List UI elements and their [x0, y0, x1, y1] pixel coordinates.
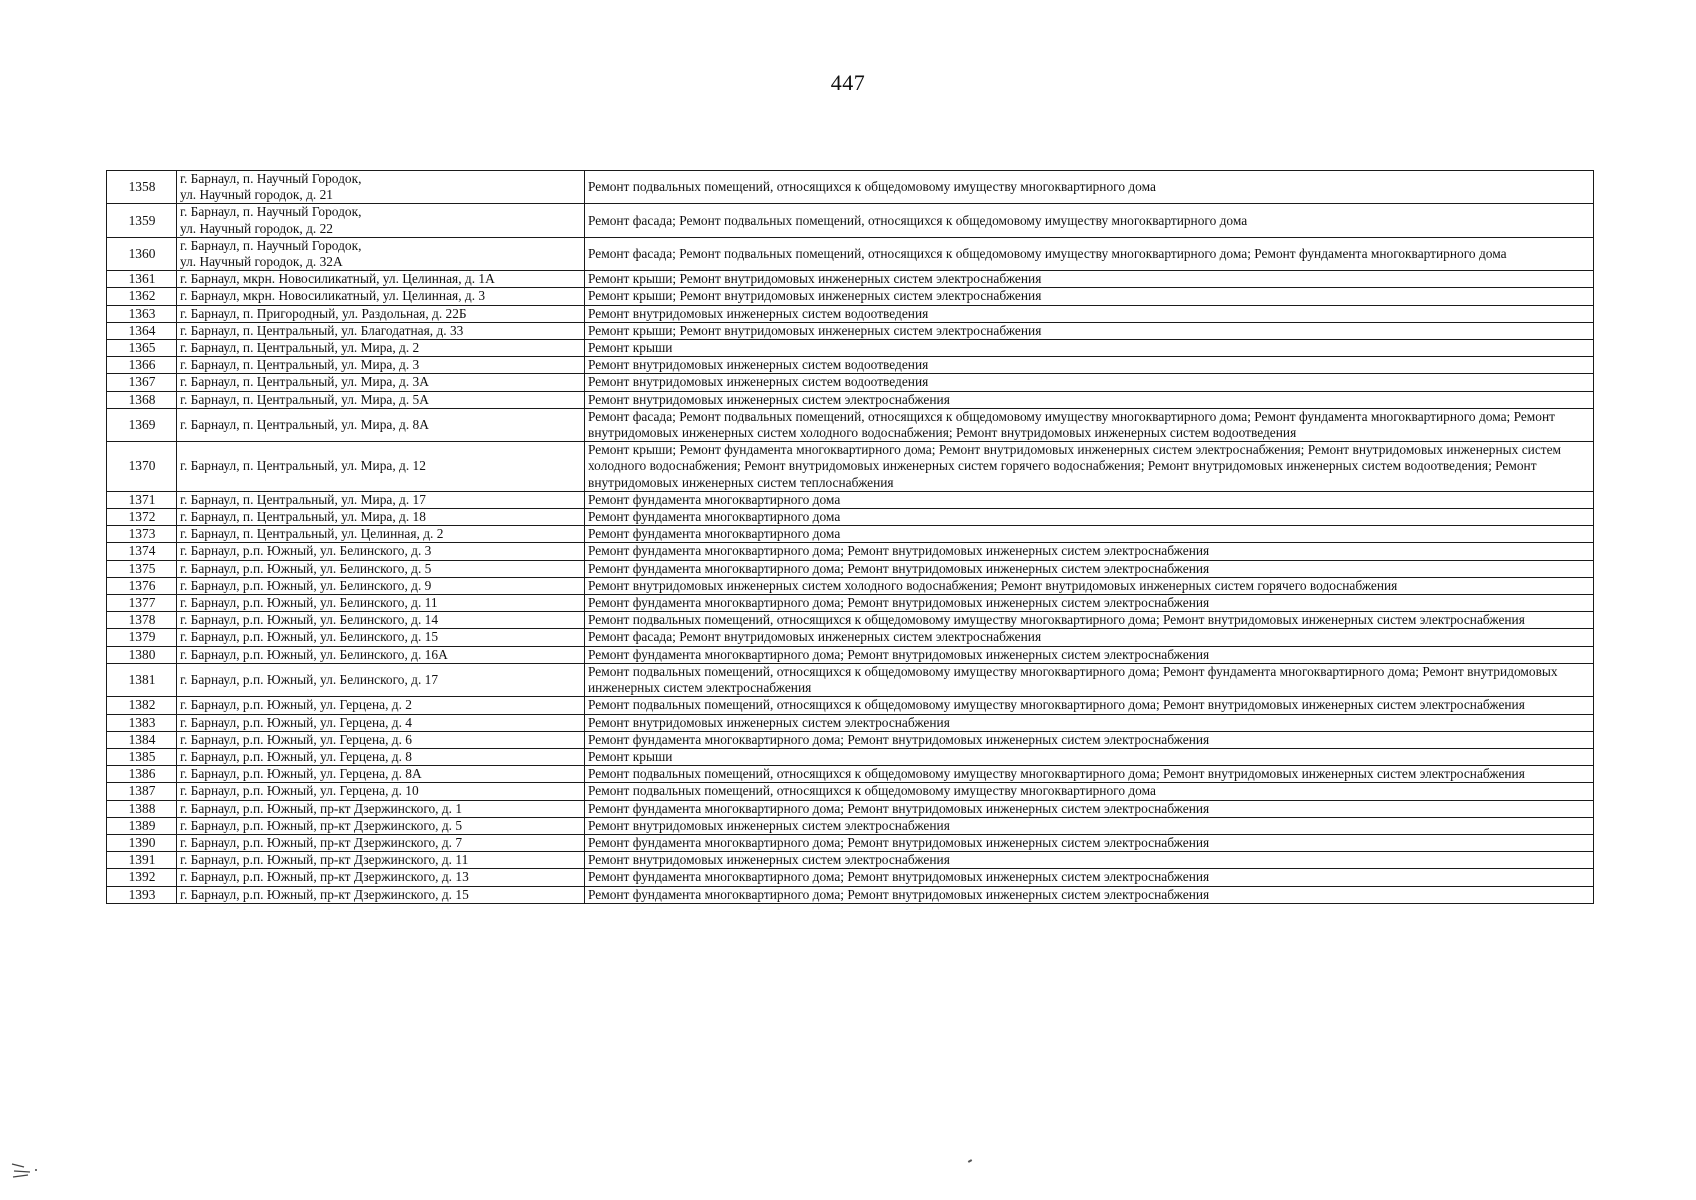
table-row [107, 237, 1594, 270]
row-number-cell: 1359 [107, 204, 177, 237]
address-cell: г. Барнаул, р.п. Южный, ул. Белинского, д. 16А [177, 646, 585, 663]
row-number-cell: 1379 [107, 629, 177, 646]
table-row [107, 783, 1594, 800]
address-cell: г. Барнаул, п. Центральный, ул. Мира, д. 12 [177, 442, 585, 492]
address-cell: г. Барнаул, п. Пригородный, ул. Раздольная, д. 22Б [177, 305, 585, 322]
scan-artifact-mark [10, 1158, 44, 1182]
repair-works-cell: Ремонт крыши; Ремонт внутридомовых инженерных систем электроснабжения [585, 288, 1594, 305]
address-cell: г. Барнаул, п. Центральный, ул. Целинная, д. 2 [177, 526, 585, 543]
row-number-cell: 1377 [107, 595, 177, 612]
address-cell: г. Барнаул, р.п. Южный, ул. Белинского, д. 9 [177, 577, 585, 594]
repair-works-cell: Ремонт фундамента многоквартирного дома [585, 526, 1594, 543]
row-number-cell: 1383 [107, 714, 177, 731]
row-number-cell: 1374 [107, 543, 177, 560]
repair-works-cell: Ремонт подвальных помещений, относящихся к общедомовому имуществу многоквартирного дома; Ремонт внутридомовых инженерных систем электроснабжения [585, 766, 1594, 783]
table-row [107, 509, 1594, 526]
scan-speck [968, 1159, 972, 1163]
address-cell: г. Барнаул, мкрн. Новосиликатный, ул. Целинная, д. 3 [177, 288, 585, 305]
repair-works-cell: Ремонт внутридомовых инженерных систем электроснабжения [585, 391, 1594, 408]
row-number-cell: 1364 [107, 322, 177, 339]
table-row [107, 748, 1594, 765]
table-row [107, 612, 1594, 629]
address-cell: г. Барнаул, р.п. Южный, ул. Герцена, д. 10 [177, 783, 585, 800]
row-number-cell: 1361 [107, 271, 177, 288]
repair-works-cell: Ремонт фундамента многоквартирного дома; Ремонт внутридомовых инженерных систем электроснабжения [585, 560, 1594, 577]
repair-works-cell: Ремонт фундамента многоквартирного дома [585, 491, 1594, 508]
repair-works-cell: Ремонт крыши [585, 748, 1594, 765]
repair-works-cell: Ремонт подвальных помещений, относящихся к общедомовому имуществу многоквартирного дома; Ремонт внутридомовых инженерных систем электроснабжения [585, 697, 1594, 714]
repair-works-cell: Ремонт внутридомовых инженерных систем электроснабжения [585, 817, 1594, 834]
address-cell: г. Барнаул, п. Научный Городок, ул. Научный городок, д. 22 [177, 204, 585, 237]
address-cell: г. Барнаул, п. Центральный, ул. Мира, д. 3А [177, 374, 585, 391]
table-row [107, 288, 1594, 305]
table-row [107, 817, 1594, 834]
table-row [107, 697, 1594, 714]
row-number-cell: 1388 [107, 800, 177, 817]
table-row [107, 852, 1594, 869]
table-row [107, 322, 1594, 339]
address-cell: г. Барнаул, р.п. Южный, пр-кт Дзержинского, д. 1 [177, 800, 585, 817]
address-cell: г. Барнаул, р.п. Южный, ул. Герцена, д. 8 [177, 748, 585, 765]
address-cell: г. Барнаул, п. Центральный, ул. Мира, д. 8А [177, 408, 585, 441]
address-cell: г. Барнаул, р.п. Южный, ул. Белинского, д. 15 [177, 629, 585, 646]
table-row [107, 374, 1594, 391]
row-number-cell: 1376 [107, 577, 177, 594]
row-number-cell: 1371 [107, 491, 177, 508]
row-number-cell: 1360 [107, 237, 177, 270]
table-row [107, 560, 1594, 577]
table-row [107, 171, 1594, 204]
repair-works-cell: Ремонт фасада; Ремонт подвальных помещений, относящихся к общедомовому имуществу многоквартирного дома; Ремонт фундамента многоквартирного дома; Ремонт внутридомовых инженерных систем холодного водоснабжения; Ремонт внутридомовых инженерных систем водоотведения [585, 408, 1594, 441]
row-number-cell: 1365 [107, 340, 177, 357]
table-row [107, 543, 1594, 560]
address-cell: г. Барнаул, р.п. Южный, ул. Белинского, д. 17 [177, 663, 585, 696]
repair-works-cell: Ремонт фундамента многоквартирного дома; Ремонт внутридомовых инженерных систем электроснабжения [585, 869, 1594, 886]
repair-works-cell: Ремонт крыши; Ремонт внутридомовых инженерных систем электроснабжения [585, 271, 1594, 288]
address-cell: г. Барнаул, п. Центральный, ул. Мира, д. 2 [177, 340, 585, 357]
repair-works-cell: Ремонт фундамента многоквартирного дома; Ремонт внутридомовых инженерных систем электроснабжения [585, 543, 1594, 560]
address-cell: г. Барнаул, мкрн. Новосиликатный, ул. Целинная, д. 1А [177, 271, 585, 288]
repair-works-cell: Ремонт фасада; Ремонт подвальных помещений, относящихся к общедомовому имуществу многоквартирного дома [585, 204, 1594, 237]
row-number-cell: 1368 [107, 391, 177, 408]
repair-works-cell: Ремонт внутридомовых инженерных систем электроснабжения [585, 852, 1594, 869]
row-number-cell: 1378 [107, 612, 177, 629]
repair-works-cell: Ремонт подвальных помещений, относящихся к общедомовому имуществу многоквартирного дома; Ремонт фундамента многоквартирного дома; Ремонт внутридомовых инженерных систем электроснабжения [585, 663, 1594, 696]
repair-works-cell: Ремонт фундамента многоквартирного дома; Ремонт внутридомовых инженерных систем электроснабжения [585, 595, 1594, 612]
repair-works-cell: Ремонт внутридомовых инженерных систем электроснабжения [585, 714, 1594, 731]
row-number-cell: 1366 [107, 357, 177, 374]
row-number-cell: 1370 [107, 442, 177, 492]
address-cell: г. Барнаул, р.п. Южный, пр-кт Дзержинского, д. 7 [177, 834, 585, 851]
table-row [107, 526, 1594, 543]
repair-works-cell: Ремонт внутридомовых инженерных систем водоотведения [585, 357, 1594, 374]
row-number-cell: 1380 [107, 646, 177, 663]
repair-works-cell: Ремонт фундамента многоквартирного дома; Ремонт внутридомовых инженерных систем электроснабжения [585, 886, 1594, 903]
table-row [107, 886, 1594, 903]
row-number-cell: 1363 [107, 305, 177, 322]
repair-works-cell: Ремонт подвальных помещений, относящихся к общедомовому имуществу многоквартирного дома [585, 783, 1594, 800]
row-number-cell: 1373 [107, 526, 177, 543]
row-number-cell: 1389 [107, 817, 177, 834]
repair-works-cell: Ремонт фундамента многоквартирного дома; Ремонт внутридомовых инженерных систем электроснабжения [585, 800, 1594, 817]
table-row [107, 714, 1594, 731]
row-number-cell: 1367 [107, 374, 177, 391]
repair-works-cell: Ремонт фундамента многоквартирного дома; Ремонт внутридомовых инженерных систем электроснабжения [585, 731, 1594, 748]
row-number-cell: 1358 [107, 171, 177, 204]
repair-works-cell: Ремонт внутридомовых инженерных систем водоотведения [585, 305, 1594, 322]
repair-works-cell: Ремонт подвальных помещений, относящихся к общедомовому имуществу многоквартирного дома [585, 171, 1594, 204]
row-number-cell: 1392 [107, 869, 177, 886]
address-cell: г. Барнаул, п. Научный Городок, ул. Научный городок, д. 32А [177, 237, 585, 270]
table-row [107, 595, 1594, 612]
repair-works-cell: Ремонт фундамента многоквартирного дома; Ремонт внутридомовых инженерных систем электроснабжения [585, 834, 1594, 851]
address-cell: г. Барнаул, р.п. Южный, пр-кт Дзержинского, д. 11 [177, 852, 585, 869]
repair-works-cell: Ремонт крыши; Ремонт внутридомовых инженерных систем электроснабжения [585, 322, 1594, 339]
address-cell: г. Барнаул, р.п. Южный, пр-кт Дзержинского, д. 15 [177, 886, 585, 903]
address-cell: г. Барнаул, р.п. Южный, ул. Белинского, д. 3 [177, 543, 585, 560]
row-number-cell: 1393 [107, 886, 177, 903]
address-cell: г. Барнаул, р.п. Южный, пр-кт Дзержинского, д. 13 [177, 869, 585, 886]
address-cell: г. Барнаул, п. Научный Городок, ул. Научный городок, д. 21 [177, 171, 585, 204]
registry-table-body [107, 171, 1594, 904]
address-cell: г. Барнаул, р.п. Южный, ул. Белинского, д. 14 [177, 612, 585, 629]
address-cell: г. Барнаул, р.п. Южный, ул. Герцена, д. 6 [177, 731, 585, 748]
table-row [107, 766, 1594, 783]
table-row [107, 731, 1594, 748]
row-number-cell: 1382 [107, 697, 177, 714]
repair-works-cell: Ремонт подвальных помещений, относящихся к общедомовому имуществу многоквартирного дома; Ремонт внутридомовых инженерных систем электроснабжения [585, 612, 1594, 629]
table-row [107, 800, 1594, 817]
repair-registry-table [106, 170, 1594, 904]
row-number-cell: 1387 [107, 783, 177, 800]
row-number-cell: 1381 [107, 663, 177, 696]
row-number-cell: 1390 [107, 834, 177, 851]
row-number-cell: 1369 [107, 408, 177, 441]
table-row [107, 491, 1594, 508]
table-row [107, 834, 1594, 851]
address-cell: г. Барнаул, р.п. Южный, ул. Герцена, д. 2 [177, 697, 585, 714]
row-number-cell: 1362 [107, 288, 177, 305]
address-cell: г. Барнаул, п. Центральный, ул. Благодатная, д. 33 [177, 322, 585, 339]
table-row [107, 663, 1594, 696]
address-cell: г. Барнаул, р.п. Южный, ул. Белинского, д. 5 [177, 560, 585, 577]
address-cell: г. Барнаул, р.п. Южный, пр-кт Дзержинского, д. 5 [177, 817, 585, 834]
address-cell: г. Барнаул, п. Центральный, ул. Мира, д. 3 [177, 357, 585, 374]
table-row [107, 204, 1594, 237]
address-cell: г. Барнаул, р.п. Южный, ул. Герцена, д. 8А [177, 766, 585, 783]
row-number-cell: 1375 [107, 560, 177, 577]
row-number-cell: 1372 [107, 509, 177, 526]
page-number: 447 [830, 70, 866, 95]
repair-works-cell: Ремонт фасада; Ремонт подвальных помещений, относящихся к общедомовому имуществу многоквартирного дома; Ремонт фундамента многоквартирного дома [585, 237, 1594, 270]
row-number-cell: 1385 [107, 748, 177, 765]
repair-works-cell: Ремонт фундамента многоквартирного дома [585, 509, 1594, 526]
row-number-cell: 1384 [107, 731, 177, 748]
repair-works-cell: Ремонт внутридомовых инженерных систем водоотведения [585, 374, 1594, 391]
repair-works-cell: Ремонт внутридомовых инженерных систем холодного водоснабжения; Ремонт внутридомовых инженерных систем горячего водоснабжения [585, 577, 1594, 594]
repair-works-cell: Ремонт фасада; Ремонт внутридомовых инженерных систем электроснабжения [585, 629, 1594, 646]
address-cell: г. Барнаул, п. Центральный, ул. Мира, д. 17 [177, 491, 585, 508]
row-number-cell: 1391 [107, 852, 177, 869]
repair-works-cell: Ремонт крыши; Ремонт фундамента многоквартирного дома; Ремонт внутридомовых инженерных систем электроснабжения; Ремонт внутридомовых инженерных систем холодного водоснабжения; Ремонт внутридомовых инженерных систем горячего водоснабжения; Ремонт внутридомовых инженерных систем водоотведения; Ремонт внутридомовых инженерных систем теплоснабжения [585, 442, 1594, 492]
address-cell: г. Барнаул, р.п. Южный, ул. Герцена, д. 4 [177, 714, 585, 731]
address-cell: г. Барнаул, п. Центральный, ул. Мира, д. 5А [177, 391, 585, 408]
table-row [107, 340, 1594, 357]
table-row [107, 646, 1594, 663]
table-row [107, 391, 1594, 408]
table-row [107, 442, 1594, 492]
repair-works-cell: Ремонт фундамента многоквартирного дома; Ремонт внутридомовых инженерных систем электроснабжения [585, 646, 1594, 663]
table-row [107, 357, 1594, 374]
table-row [107, 869, 1594, 886]
repair-works-cell: Ремонт крыши [585, 340, 1594, 357]
row-number-cell: 1386 [107, 766, 177, 783]
table-row [107, 271, 1594, 288]
table-row [107, 577, 1594, 594]
table-row [107, 305, 1594, 322]
table-row [107, 408, 1594, 441]
table-row [107, 629, 1594, 646]
address-cell: г. Барнаул, р.п. Южный, ул. Белинского, д. 11 [177, 595, 585, 612]
address-cell: г. Барнаул, п. Центральный, ул. Мира, д. 18 [177, 509, 585, 526]
